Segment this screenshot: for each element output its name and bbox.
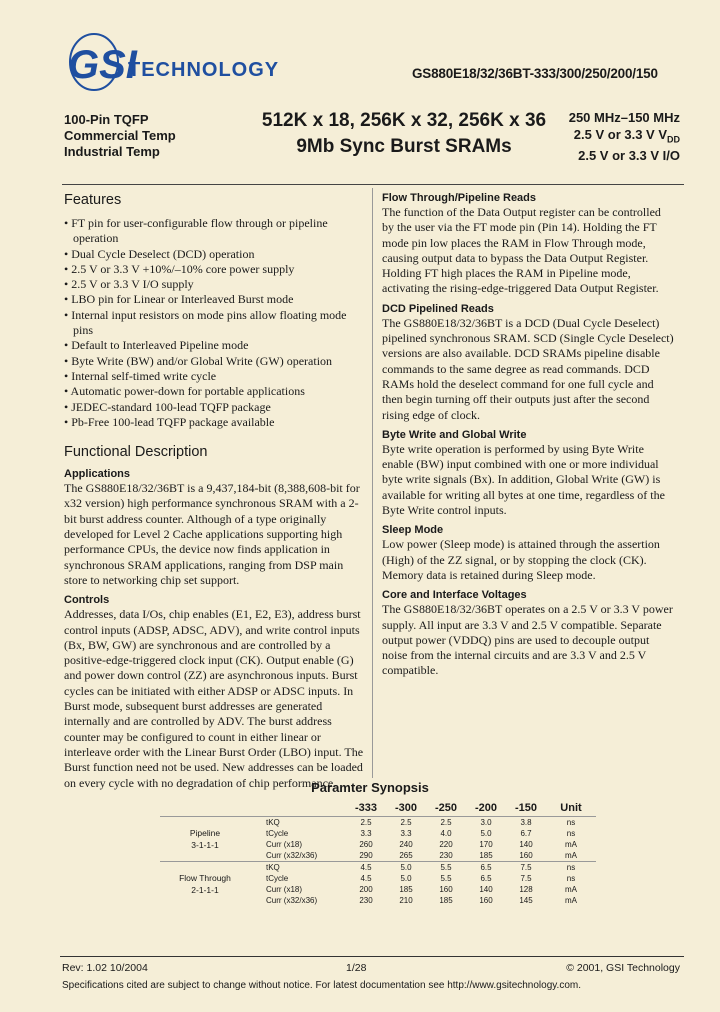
gsi-logo-graphic xyxy=(60,28,280,92)
feature-item: • LBO pin for Linear or Interleaved Burst mode xyxy=(64,292,294,307)
section-sleep xyxy=(382,524,674,583)
param-label: Curr (x32/x36) xyxy=(266,896,318,905)
temp-line: Commercial Temp xyxy=(64,128,176,143)
feature-item: • Internal input resistors on mode pins allow floating mode pins xyxy=(64,307,347,338)
param-value: 5.0 xyxy=(480,829,492,838)
param-unit: mA xyxy=(565,851,577,860)
page-number: 1/28 xyxy=(346,962,367,974)
param-value: 185 xyxy=(439,896,453,905)
param-value: 185 xyxy=(399,885,413,894)
column-header: -333 xyxy=(354,802,378,814)
part-number: GS880E18/32/36BT-333/300/250/200/150 xyxy=(412,66,658,81)
copyright: © 2001, GSI Technology xyxy=(566,962,680,974)
synopsis-header-row xyxy=(160,800,596,817)
param-label: Curr (x18) xyxy=(266,840,303,849)
param-value: 3.0 xyxy=(480,818,492,827)
group-name: Pipeline xyxy=(189,828,221,838)
param-value: 160 xyxy=(439,885,453,894)
param-value: 5.5 xyxy=(440,863,452,872)
synopsis-group-label xyxy=(160,817,250,862)
param-unit: ns xyxy=(566,863,576,872)
document-title xyxy=(244,108,564,160)
param-value: 7.5 xyxy=(520,874,532,883)
synopsis-row xyxy=(160,862,596,874)
feature-item: • Internal self-timed write cycle xyxy=(64,368,217,383)
param-label: Curr (x18) xyxy=(266,885,303,894)
group-name: Flow Through xyxy=(179,873,231,883)
header-divider xyxy=(62,184,684,185)
right-column xyxy=(382,192,674,685)
param-value: 140 xyxy=(519,840,533,849)
title-line-1: 512K x 18, 256K x 32, 256K x 36 xyxy=(261,110,547,131)
param-label: tCycle xyxy=(266,829,289,838)
feature-item: • Automatic power-down for portable applications xyxy=(64,384,305,399)
section-text: The GS880E18/32/36BT operates on a 2.5 V or 3.3 V power supply. All input are 3.3 V and 2.5 V compatible. Separate output power (VDDQ) pins are used to decouple output noise from the internal circuits and are 3.3 V and 2.5 V compatible. xyxy=(382,602,673,678)
section-voltages xyxy=(382,589,674,678)
group-sub: 2-1-1-1 xyxy=(191,885,219,895)
features-heading: Features xyxy=(64,192,122,208)
param-label: tKQ xyxy=(266,863,280,872)
applications-heading: Applications xyxy=(64,468,131,481)
param-value: 3.3 xyxy=(400,829,412,838)
param-value: 5.0 xyxy=(400,874,412,883)
column-header: -200 xyxy=(474,802,498,814)
param-value: 265 xyxy=(399,851,413,860)
column-header: -150 xyxy=(514,802,538,814)
param-value: 230 xyxy=(439,851,453,860)
param-value: 145 xyxy=(519,896,533,905)
feature-item: • JEDEC-standard 100-lead TQFP package xyxy=(64,399,271,414)
param-value: 4.5 xyxy=(360,874,372,883)
param-value: 140 xyxy=(479,885,493,894)
param-value: 5.5 xyxy=(440,874,452,883)
section-heading: Flow Through/Pipeline Reads xyxy=(382,192,537,204)
controls-heading: Controls xyxy=(64,594,110,607)
title-line-2: 9Mb Sync Burst SRAMs xyxy=(296,136,512,157)
param-value: 170 xyxy=(479,840,493,849)
section-text: Byte write operation is performed by using Byte Write enable (BW) input combined with one or more individual byte write signals (Bx). In addition, Global Write (GW) is available for writing all bytes at one time, regardless of the Byte Write control inputs. xyxy=(382,441,665,518)
section-heading: Core and Interface Voltages xyxy=(382,589,527,602)
column-header: -300 xyxy=(394,802,418,814)
synopsis-row xyxy=(160,817,596,829)
section-dcd xyxy=(382,303,674,423)
param-value: 4.5 xyxy=(360,863,372,872)
section-heading: Sleep Mode xyxy=(382,524,444,537)
param-value: 200 xyxy=(359,885,373,894)
param-value: 5.0 xyxy=(400,863,412,872)
param-value: 7.5 xyxy=(520,863,532,872)
synopsis-table xyxy=(160,800,596,906)
features-list xyxy=(64,216,364,430)
param-value: 128 xyxy=(519,885,533,894)
revision: Rev: 1.02 10/2004 xyxy=(62,962,148,974)
footer-notice: Specifications cited are subject to change without notice. For latest documentation see http://www.gsitechnology.com. xyxy=(62,980,581,991)
feature-item: • FT pin for user-configurable flow through or pipeline operation xyxy=(64,216,328,246)
param-value: 3.3 xyxy=(360,829,372,838)
param-value: 2.5 xyxy=(360,818,372,827)
param-value: 6.5 xyxy=(480,874,492,883)
param-label: tCycle xyxy=(266,874,289,883)
param-unit: mA xyxy=(565,896,577,905)
left-column xyxy=(64,192,364,791)
io-voltage: 2.5 V or 3.3 V I/O xyxy=(578,147,680,163)
package-info xyxy=(64,112,176,160)
param-unit: mA xyxy=(565,885,577,894)
controls-text: Addresses, data I/Os, chip enables (E1, E2, E3), address burst control inputs (ADSP, ADSC, ADV), and write control inputs (Bx, BW, GW) are synchronous and are controlled by a positive-edge-triggered clock input (CK). Output enable (G) and power down control (ZZ) are asynchronous inputs. Burst cycles can be initiated with either ADSP or ADSC inputs. In Burst mode, subsequent burst addresses are generated internally and are controlled by ADV. The burst address counter may be configured to count in either linear or interleave order with the Linear Burst Order (LBO) input. The Burst function need not be used. New addresses can be loaded on every cycle with no degradation of chip performance. xyxy=(64,607,364,790)
group-sub: 3-1-1-1 xyxy=(191,840,219,850)
svg-text:GSI: GSI xyxy=(68,43,137,87)
feature-item: • 2.5 V or 3.3 V +10%/–10% core power supply xyxy=(64,261,295,276)
param-value: 160 xyxy=(479,896,493,905)
param-value: 6.7 xyxy=(520,829,532,838)
frequency-range: 250 MHz–150 MHz xyxy=(568,110,680,125)
section-byte-write xyxy=(382,429,674,518)
param-unit: ns xyxy=(566,818,576,827)
footer-divider xyxy=(60,956,684,957)
section-text: Low power (Sleep mode) is attained through the assertion (High) of the ZZ signal, or by stopping the clock (CK). Memory data is retained during Sleep mode. xyxy=(382,537,660,582)
temp-line: Industrial Temp xyxy=(64,144,160,159)
param-value: 185 xyxy=(479,851,493,860)
section-text: The function of the Data Output register can be controlled by the user via the FT mode pin (Pin 14). Holding the FT mode pin low places the RAM in Flow Through mode, causing output data to bypass the Data Output Register. Holding FT high places the RAM in Pipeline mode, activating the rising-edge-triggered Data Output Register. xyxy=(382,205,661,296)
param-value: 290 xyxy=(359,851,373,860)
param-value: 210 xyxy=(399,896,413,905)
synopsis-group-label xyxy=(160,862,250,907)
synopsis-title: Paramter Synopsis xyxy=(311,780,429,795)
param-value: 3.8 xyxy=(520,818,532,827)
param-value: 240 xyxy=(399,840,413,849)
param-value: 6.5 xyxy=(480,863,492,872)
section-heading: Byte Write and Global Write xyxy=(382,428,527,441)
feature-item: • Pb-Free 100-lead TQFP package available xyxy=(64,414,275,429)
functional-description-heading: Functional Description xyxy=(64,444,208,461)
svg-text:TECHNOLOGY: TECHNOLOGY xyxy=(128,59,280,81)
feature-item: • 2.5 V or 3.3 V I/O supply xyxy=(64,277,194,292)
param-value: 4.0 xyxy=(440,829,452,838)
applications-text: The GS880E18/32/36BT is a 9,437,184-bit (8,388,608-bit for x32 version) high performance synchronous SRAM with a 2-bit burst address counter. Although of a type originally developed for Level 2 Cache applications supporting high performance CPUs, the device now finds application in synchronous SRAM applications, ranging from DSP main store to networking chip set support. xyxy=(64,481,360,587)
param-label: tKQ xyxy=(266,818,280,827)
column-header: -250 xyxy=(434,802,458,814)
spec-summary xyxy=(560,110,680,164)
section-flow-through xyxy=(382,192,674,297)
feature-item: • Default to Interleaved Pipeline mode xyxy=(64,338,249,353)
param-unit: ns xyxy=(566,874,576,883)
package-line: 100-Pin TQFP xyxy=(64,112,149,127)
section-heading: DCD Pipelined Reads xyxy=(382,302,494,315)
company-logo xyxy=(60,28,280,92)
feature-item: • Byte Write (BW) and/or Global Write (GW) operation xyxy=(64,353,333,368)
feature-item: • Dual Cycle Deselect (DCD) operation xyxy=(64,246,255,261)
param-value: 220 xyxy=(439,840,453,849)
param-label: Curr (x32/x36) xyxy=(266,851,318,860)
param-value: 230 xyxy=(359,896,373,905)
param-unit: mA xyxy=(565,840,577,849)
param-value: 2.5 xyxy=(440,818,452,827)
param-value: 160 xyxy=(519,851,533,860)
column-divider xyxy=(372,188,373,778)
param-value: 2.5 xyxy=(400,818,412,827)
section-text: The GS880E18/32/36BT is a DCD (Dual Cycle Deselect) pipelined synchronous SRAM. SCD (Single Cycle Deselect) versions are also available. DCD SRAMs pipeline disable commands to the same degree as read commands. DCD RAMs hold the deselect command for one full cycle and then begin turning off their outputs just after the second rising edge of clock. xyxy=(382,315,674,422)
param-unit: ns xyxy=(566,829,576,838)
column-header: Unit xyxy=(560,802,582,814)
core-voltage: 2.5 V or 3.3 V $V_{DD}$ xyxy=(573,126,680,145)
param-value: 260 xyxy=(359,840,373,849)
